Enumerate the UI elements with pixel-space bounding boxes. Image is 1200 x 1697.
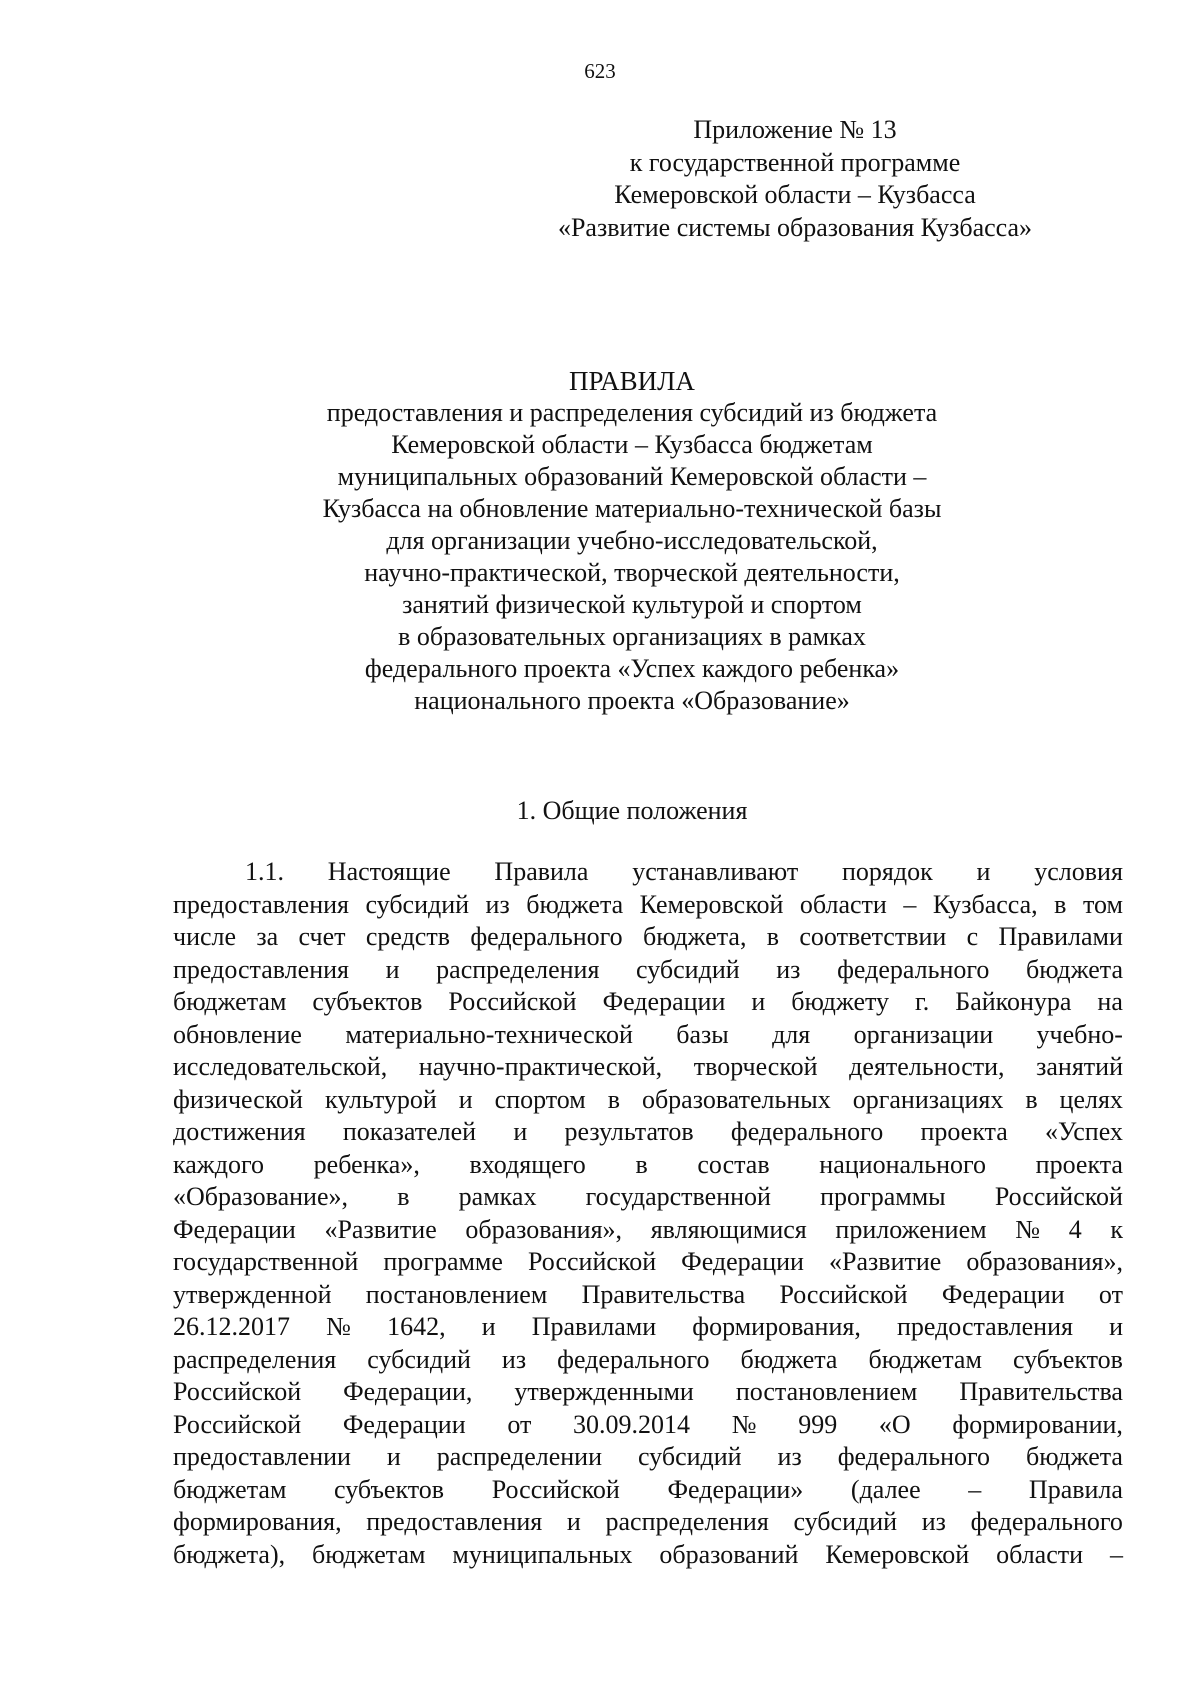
paragraph-word: из: [501, 1344, 527, 1374]
paragraph-word: Кемеровской: [639, 889, 784, 919]
paragraph-word: бюджета: [740, 1344, 838, 1374]
paragraph-line: [173, 856, 1123, 889]
paragraph-word: бюджетам: [868, 1344, 982, 1374]
paragraph-line: [173, 1506, 1123, 1539]
paragraph-word: числе: [173, 922, 237, 951]
paragraph-word: Правила: [1028, 1474, 1123, 1504]
paragraph-word: рамках: [458, 1182, 537, 1211]
paragraph-word: Правительства: [959, 1377, 1123, 1406]
paragraph-word: г.: [915, 987, 930, 1016]
paragraph-word: субсидий: [793, 1507, 898, 1536]
paragraph-line: [173, 1149, 1123, 1182]
paragraph-word: области: [996, 1539, 1084, 1569]
paragraph-word: федерального: [970, 1507, 1123, 1536]
paragraph-line: [173, 921, 1123, 954]
paragraph-word: «Развитие: [324, 1214, 437, 1244]
paragraph-word: 1642,: [387, 1312, 446, 1341]
paragraph-word: и: [458, 1084, 473, 1114]
paragraph-word: физической: [173, 1084, 303, 1114]
paragraph-word: федерального: [730, 1117, 884, 1146]
paragraph-word: и: [976, 857, 991, 886]
paragraph-word: спортом: [494, 1084, 586, 1114]
paragraph-word: Кемеровской: [825, 1539, 970, 1569]
paragraph-word: устанавливают: [632, 857, 799, 886]
paragraph-word: формирования,: [173, 1507, 342, 1536]
paragraph-line: [173, 1279, 1123, 1312]
paragraph-word: постановлением: [735, 1377, 918, 1406]
paragraph-word: бюджета: [1026, 1442, 1123, 1471]
paragraph-word: «Развитие: [829, 1247, 942, 1276]
paragraph-line: [173, 1019, 1123, 1052]
paragraph-word: соответствии: [799, 922, 947, 951]
paragraph-word: Федерации: [173, 1214, 296, 1244]
paragraph-word: субсидий: [365, 889, 470, 919]
paragraph-word: Российской: [994, 1182, 1123, 1211]
paragraph-word: Правительства: [581, 1279, 746, 1309]
paragraph-word: формировании,: [952, 1409, 1123, 1439]
paragraph-word: культурой: [324, 1084, 437, 1114]
paragraph-line: [173, 1311, 1123, 1344]
paragraph-line: [173, 1214, 1123, 1247]
paragraph-word: для: [772, 1019, 811, 1049]
title-subtitle-line: Кузбасса на обновление материально-технической базы: [322, 494, 942, 523]
paragraph-word: приложением: [835, 1214, 987, 1244]
paragraph-word: субъектов: [334, 1474, 445, 1504]
paragraph-word: субсидий: [367, 1344, 471, 1374]
paragraph-word: из: [921, 1507, 946, 1536]
paragraph-word: и: [566, 1507, 581, 1536]
paragraph-word: предоставления: [173, 954, 349, 984]
paragraph-word: образований: [659, 1539, 799, 1569]
paragraph-word: достижения: [173, 1117, 306, 1146]
title-subtitle-line: для организации учебно-исследовательской,: [386, 526, 878, 555]
paragraph-word: распределения: [605, 1507, 769, 1536]
paragraph-word: Правилами: [998, 922, 1123, 951]
paragraph-word: Российской: [173, 1377, 302, 1406]
paragraph-line: [173, 1409, 1123, 1442]
paragraph-word: 4: [1068, 1214, 1082, 1244]
paragraph-word: Правилами: [531, 1312, 657, 1341]
paragraph-word: исследовательской,: [173, 1052, 388, 1081]
paragraph-word: в: [397, 1182, 410, 1211]
paragraph-word: государственной: [585, 1182, 771, 1211]
paragraph-word: занятий: [1036, 1052, 1123, 1081]
title-main: ПРАВИЛА: [569, 366, 695, 396]
appendix-line: Кемеровской области – Кузбасса: [614, 180, 976, 209]
paragraph-word: федерального: [837, 1442, 991, 1471]
paragraph-line: [173, 1539, 1123, 1572]
paragraph-word: Российской: [527, 1247, 657, 1276]
paragraph-word: субъектов: [312, 987, 423, 1016]
paragraph-word: творческой: [693, 1052, 818, 1081]
paragraph-word: Кузбасса,: [932, 889, 1038, 919]
paragraph-word: Настоящие: [327, 857, 451, 886]
paragraph-word: к: [1110, 1214, 1123, 1244]
paragraph-word: и: [1109, 1312, 1123, 1341]
paragraph-word: бюджетам: [312, 1539, 426, 1569]
paragraph-word: 30.09.2014: [573, 1409, 691, 1439]
paragraph-line: [173, 954, 1123, 987]
paragraph-word: бюджетам: [173, 1474, 287, 1504]
paragraph-word: обновление: [173, 1019, 302, 1049]
paragraph-word: федерального: [470, 922, 623, 951]
paragraph-word: Российской: [779, 1279, 908, 1309]
paragraph-word: каждого: [173, 1149, 264, 1179]
paragraph-word: утвержденными: [514, 1377, 694, 1406]
paragraph-word: за: [256, 922, 279, 951]
document-title: [0, 365, 1200, 717]
paragraph-word: результатов: [564, 1117, 694, 1146]
paragraph-word: том: [1082, 889, 1123, 919]
paragraph-line: [173, 1246, 1123, 1279]
paragraph-word: в: [607, 1084, 620, 1114]
paragraph-word: на: [1097, 987, 1123, 1016]
appendix-line: «Развитие системы образования Кузбасса»: [557, 212, 1033, 242]
title-subtitle-line: федерального проекта «Успех каждого ребенка»: [364, 654, 900, 683]
paragraph-word: бюджета,: [643, 922, 747, 951]
paragraph-word: проекта: [920, 1117, 1008, 1146]
paragraph-line: [173, 1376, 1123, 1409]
paragraph-word: образовательных: [641, 1084, 831, 1114]
paragraph-word: образования»,: [966, 1247, 1123, 1276]
paragraph-word: №: [1015, 1214, 1041, 1244]
paragraph-word: 26.12.2017: [173, 1312, 290, 1341]
paragraph-word: научно-практической,: [418, 1052, 663, 1081]
paragraph-line: [173, 1344, 1123, 1377]
paragraph-word: учебно-: [1036, 1019, 1123, 1049]
paragraph-line: [173, 1181, 1123, 1214]
paragraph-word: входящего: [469, 1149, 586, 1179]
paragraph-word: бюджета: [526, 889, 624, 919]
title-subtitle-line: Кемеровской области – Кузбасса бюджетам: [391, 430, 873, 459]
paragraph-word: распределении: [436, 1442, 603, 1471]
appendix-header: [540, 114, 1050, 244]
paragraph-word: –: [1109, 1539, 1123, 1569]
title-subtitle-line: научно-практической, творческой деятельности,: [364, 558, 900, 587]
section-heading: 1. Общие положения: [516, 796, 748, 825]
paragraph-word: формирования,: [692, 1312, 861, 1341]
paragraph-word: «Образование»,: [173, 1182, 349, 1211]
paragraph-word: постановлением: [365, 1279, 548, 1309]
paragraph-word: Федерации: [941, 1279, 1065, 1309]
paragraph-word: являющимися: [650, 1214, 807, 1244]
paragraph-word: программе: [383, 1247, 503, 1276]
paragraph-word: предоставления: [896, 1312, 1073, 1341]
paragraph-word: в: [1025, 1084, 1038, 1114]
paragraph-1-1: [173, 856, 1123, 1571]
paragraph-word: Российской: [491, 1474, 620, 1504]
paragraph-word: в: [1054, 889, 1067, 919]
paragraph-word: субсидий: [636, 954, 740, 984]
paragraph-word: Российской: [173, 1409, 302, 1439]
paragraph-word: организациях: [852, 1084, 1004, 1114]
paragraph-word: №: [326, 1312, 351, 1341]
paragraph-word: предоставлении: [173, 1442, 351, 1471]
paragraph-word: показателей: [342, 1117, 477, 1146]
title-subtitle-line: национального проекта «Образование»: [414, 686, 850, 715]
paragraph-word: организации: [853, 1019, 994, 1049]
paragraph-word: проекта: [1035, 1149, 1123, 1179]
paragraph-line: [173, 1051, 1123, 1084]
paragraph-word: и: [386, 1442, 401, 1471]
paragraph-word: Российской: [448, 987, 577, 1016]
paragraph-word: государственной: [173, 1247, 359, 1276]
title-subtitle-line: муниципальных образований Кемеровской области –: [337, 462, 927, 491]
paragraph-word: распределения: [436, 954, 600, 984]
paragraph-word: предоставления: [173, 889, 349, 919]
paragraph-word: материально-технической: [345, 1019, 633, 1049]
paragraph-word: Байконура: [955, 987, 1072, 1016]
paragraph-word: –: [903, 889, 917, 919]
paragraph-word: состав: [697, 1149, 770, 1179]
paragraph-word: Правила: [494, 857, 589, 886]
paragraph-word: распределения: [173, 1344, 337, 1374]
paragraph-word: субсидий: [637, 1442, 742, 1471]
paragraph-word: образования»,: [465, 1214, 623, 1244]
paragraph-word: –: [968, 1474, 982, 1504]
paragraph-word: бюджета: [1026, 954, 1123, 984]
paragraph-word: 1.1.: [245, 857, 284, 886]
paragraph-word: Федерации: [342, 1409, 466, 1439]
paragraph-word: «О: [878, 1409, 911, 1439]
paragraph-word: федерального: [837, 954, 990, 984]
paragraph-line: [173, 1084, 1123, 1117]
paragraph-word: 999: [798, 1409, 838, 1439]
paragraph-word: муниципальных: [452, 1539, 633, 1569]
paragraph-word: и: [513, 1117, 528, 1146]
paragraph-line: [173, 1441, 1123, 1474]
page-number: 623: [584, 59, 616, 83]
paragraph-word: Федерации: [681, 1247, 804, 1276]
paragraph-word: условия: [1034, 857, 1123, 886]
title-subtitle-line: занятий физической культурой и спортом: [402, 590, 862, 619]
paragraph-word: целях: [1059, 1084, 1123, 1114]
paragraph-word: деятельности,: [849, 1052, 1005, 1081]
paragraph-word: в: [635, 1149, 648, 1179]
paragraph-word: с: [966, 922, 979, 951]
paragraph-word: федерального: [557, 1344, 710, 1374]
title-subtitle-line: в образовательных организациях в рамках: [398, 622, 866, 651]
paragraph-word: Федерации»: [667, 1474, 804, 1504]
paragraph-word: в: [766, 922, 780, 951]
paragraph-word: порядок: [842, 857, 933, 886]
paragraph-word: и: [481, 1312, 496, 1341]
paragraph-line: [173, 1116, 1123, 1149]
paragraph-line: [173, 986, 1123, 1019]
paragraph-word: программы: [820, 1182, 946, 1211]
paragraph-word: области: [799, 889, 887, 919]
paragraph-word: предоставления: [366, 1507, 543, 1536]
paragraph-word: и: [385, 954, 400, 984]
paragraph-line: [173, 889, 1123, 922]
paragraph-word: от: [1098, 1279, 1123, 1309]
paragraph-word: «Успех: [1044, 1117, 1123, 1146]
paragraph-word: от: [507, 1409, 532, 1439]
paragraph-word: средств: [365, 922, 450, 951]
paragraph-word: национального: [819, 1149, 987, 1179]
paragraph-word: ребенка»,: [313, 1149, 420, 1179]
paragraph-word: из: [777, 1442, 802, 1471]
paragraph-word: бюджета),: [173, 1539, 286, 1569]
paragraph-word: утвержденной: [173, 1279, 332, 1309]
paragraph-word: №: [731, 1409, 757, 1439]
paragraph-word: Федерации,: [343, 1377, 473, 1406]
paragraph-word: (далее: [850, 1474, 921, 1504]
paragraph-word: базы: [676, 1019, 729, 1049]
paragraph-word: Федерации: [602, 987, 726, 1016]
paragraph-word: бюджетам: [173, 987, 287, 1016]
paragraph-word: субъектов: [1012, 1344, 1123, 1374]
paragraph-word: из: [485, 889, 510, 919]
paragraph-word: из: [776, 954, 801, 984]
paragraph-word: бюджету: [791, 987, 890, 1016]
paragraph-word: и: [751, 987, 766, 1016]
title-subtitle-line: предоставления и распределения субсидий из бюджета: [326, 398, 938, 427]
paragraph-word: счет: [298, 922, 346, 951]
appendix-line: Приложение № 13: [693, 115, 897, 144]
appendix-line: к государственной программе: [629, 147, 961, 177]
paragraph-line: [173, 1474, 1123, 1507]
